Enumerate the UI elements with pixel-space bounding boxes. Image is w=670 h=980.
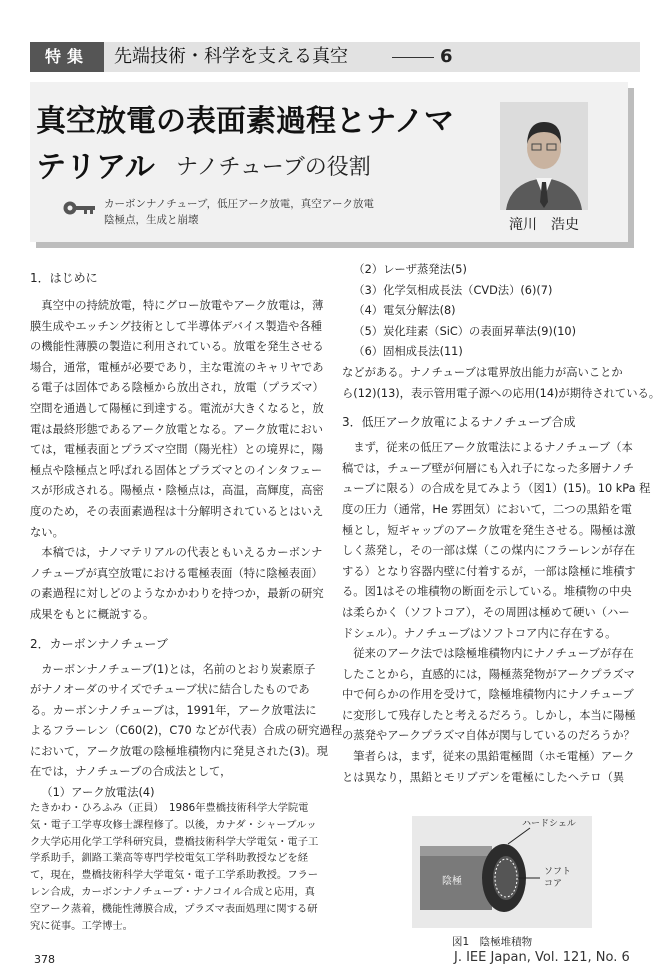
author-name: 滝川 浩史 xyxy=(509,217,579,233)
body-line: ら(12)(13)，表示管用電子源への応用(14)が期待されている。 xyxy=(342,386,661,400)
body-line: る。図1はその堆積物の断面を示している。堆積物の中央 xyxy=(342,585,632,599)
body-line: 稿では，チューブ壁が何層にも入れ子になった多層ナノチ xyxy=(342,461,635,475)
bio-line: たきかわ・ひろふみ（正員） 1986年豊橋技術科学大学院電 xyxy=(30,802,309,814)
body-line: 中で何らかの作用を受けて，陰極堆積物内にナノチューブ xyxy=(342,688,634,702)
journal-citation: J. IEE Japan, Vol. 121, No. 6 xyxy=(454,950,630,965)
right-column xyxy=(342,260,661,788)
body-line: において，アーク放電の陰極堆積物内に発見された(3)。現 xyxy=(30,744,328,758)
body-line: の機能性薄膜の製造に利用されている。放電を発生させる xyxy=(30,340,324,354)
body-line: 真空中の持続放電，特にグロー放電やアーク放電は，薄 xyxy=(41,299,324,312)
body-line: 電は最終形態であるアーク放電となる。アーク放電におい xyxy=(30,422,324,436)
body-line: の素過程に対しどのようなかかわりを持つか，最新の研究 xyxy=(30,587,324,601)
bio-line: ク大学応用化学工学科研究員，豊橋技術科学大学電気・電子工 xyxy=(30,835,319,848)
section-1-heading: 1．はじめに xyxy=(30,271,98,285)
article-subtitle: ナノチューブの役割 xyxy=(176,155,371,180)
figure-1-caption: 図1 陰極堆積物 xyxy=(452,936,533,948)
figure-1-cathode-deposit-photo xyxy=(412,816,592,928)
body-line: カーボンナノチューブ(1)とは，名前のとおり炭素原子 xyxy=(41,662,316,676)
article-title-line1: 真空放電の表面素過程とナノマ xyxy=(36,104,454,139)
keywords-line1: カーボンナノチューブ，低圧アーク放電，真空アーク放電 xyxy=(104,198,374,210)
bio-line: て，現在，豊橋技術科学大学電気・電子工学系助教授。フラー xyxy=(30,869,319,882)
synthesis-method-list xyxy=(342,260,642,363)
body-line: とは異なり，黒鉛とモリブデンを電極にしたヘテロ（異 xyxy=(342,770,625,784)
bio-line: レン合成，カーボンナノチューブ・ナノコイル合成と応用，真 xyxy=(30,885,315,898)
body-line: 極点や陰極点と呼ばれる固体とプラズマとのインタフェー xyxy=(30,463,323,477)
body-line: は柔らかく（ソフトコア），その周囲は極めて硬い（ハー xyxy=(342,605,630,619)
author-photo xyxy=(500,102,588,210)
feature-number: 6 xyxy=(440,46,453,67)
figure-label-cathode: 陰極 xyxy=(442,876,462,887)
body-line: 成果をもとに概説する。 xyxy=(30,607,155,621)
section-3-heading: 3．低圧アーク放電によるナノチューブ合成 xyxy=(342,415,576,430)
list-item: （4）電気分解法(8) xyxy=(353,304,456,318)
body-line: などがある。ナノチューブは電界放出能力が高いことか xyxy=(342,365,623,379)
body-line: ドシェル）。ナノチューブはソフトコア内に存在する。 xyxy=(342,626,617,640)
body-line: 場合，通常，電極が必要であり，主な電流のキャリヤであ xyxy=(30,360,324,374)
body-line: の蒸発やアークプラズマ自体が関与しているのだろうか？ xyxy=(342,729,635,743)
body-line: 在では，ナノチューブの合成法として， xyxy=(30,765,232,779)
body-line: ノチューブが真空放電における電極表面（特に陰極表面） xyxy=(30,566,323,580)
key-icon xyxy=(62,200,96,216)
figure-label-hard-shell: ハードシェル xyxy=(522,818,576,828)
bio-line: 空アーク蒸着，機能性薄膜合成，プラズマ表面処理に関する研 xyxy=(30,902,318,915)
bio-line: 究に従事。工学博士。 xyxy=(30,919,133,932)
body-line: る。カーボンナノチューブは，1991年，アーク放電法に xyxy=(30,703,317,717)
body-line: ない。 xyxy=(30,525,64,539)
body-line: 本稿では，ナノマテリアルの代表ともいえるカーボンナ xyxy=(41,546,323,560)
left-column xyxy=(30,268,343,804)
body-line: まず，従来の低圧アーク放電法によるナノチューブ（本 xyxy=(353,441,633,455)
bio-line: 学系助手，釧路工業高等専門学校電気工学科助教授などを経 xyxy=(30,852,309,865)
list-item: （6）固相成長法(11) xyxy=(353,345,463,359)
body-line: する）となり容器内壁に付着するが，一部は陰極に堆積す xyxy=(342,564,636,578)
body-line: 従来のアーク法では陰極堆積物内にナノチューブが存在 xyxy=(353,647,634,661)
list-item: （2）レーザ蒸発法(5) xyxy=(353,263,467,276)
keywords-line2: 陰極点，生成と崩壊 xyxy=(104,214,199,226)
body-line: しく蒸発し，その一部は煤（この煤内にフラーレンが存在 xyxy=(342,544,636,558)
body-line: がナノオーダのサイズでチューブ状に結合したものであ xyxy=(30,683,310,697)
list-item: （5）炭化珪素（SiC）の表面昇華法(9)(10) xyxy=(353,324,577,338)
body-line: よるフラーレン（C60(2)，C70 などが代表）合成の研究過程 xyxy=(30,724,343,738)
body-line: る電子は固体である陰極から放出され，放電（プラズマ） xyxy=(30,381,324,395)
body-line: 度の圧力（通常，He 雰囲気）において，二つの黒鉛を電 xyxy=(342,502,632,516)
feature-label: 特集 xyxy=(30,42,104,72)
figure-label-soft-core: ソフト コア xyxy=(544,866,572,888)
body-line: スが形成される。陽極点・陰極点は，高温，高輝度，高密 xyxy=(30,484,324,498)
bio-line: 気・電子工学専攻修士課程修了。以後，カナダ・シャーブルッ xyxy=(30,818,317,831)
body-line: 筆者らは，まず，従来の黒鉛電極間（ホモ電極）アーク xyxy=(353,750,635,764)
body-line: ューブに限る）の合成を見てみよう（図1）(15)。10 kPa 程 xyxy=(342,482,651,496)
section-2-heading: 2．カーボンナノチューブ xyxy=(30,636,168,651)
page-number: 378 xyxy=(34,953,55,966)
body-line: に変形して残存したと考えるだろう。しかし，本当に陽極 xyxy=(342,708,636,722)
body-line: 膜生成やエッチング技術として半導体デバイス製造や各種 xyxy=(30,319,322,333)
list-item: （3）化学気相成長法（CVD法）(6)(7) xyxy=(353,283,553,297)
feature-rule xyxy=(392,57,434,58)
body-line: 極とし，短ギャップのアーク放電を発生させる。陽極は激 xyxy=(342,523,636,537)
author-bio xyxy=(30,800,330,934)
body-line: 空間を通過して陽極に到達する。電流が大きくなると，放 xyxy=(30,401,324,415)
feature-title: 先端技術・科学を支える真空 xyxy=(114,46,348,67)
body-line: ては，電極表面とプラズマ空間（陽光柱）との境界に，陽 xyxy=(30,443,324,457)
article-title-line2: テリアル xyxy=(36,150,155,185)
body-line: 度のため，その表面素過程は十分解明されているとはいえ xyxy=(30,504,324,518)
list-item: （1）アーク放電法(4) xyxy=(41,786,155,800)
body-line: したことから，直感的には，陽極蒸発物がアークプラズマ xyxy=(342,667,635,681)
